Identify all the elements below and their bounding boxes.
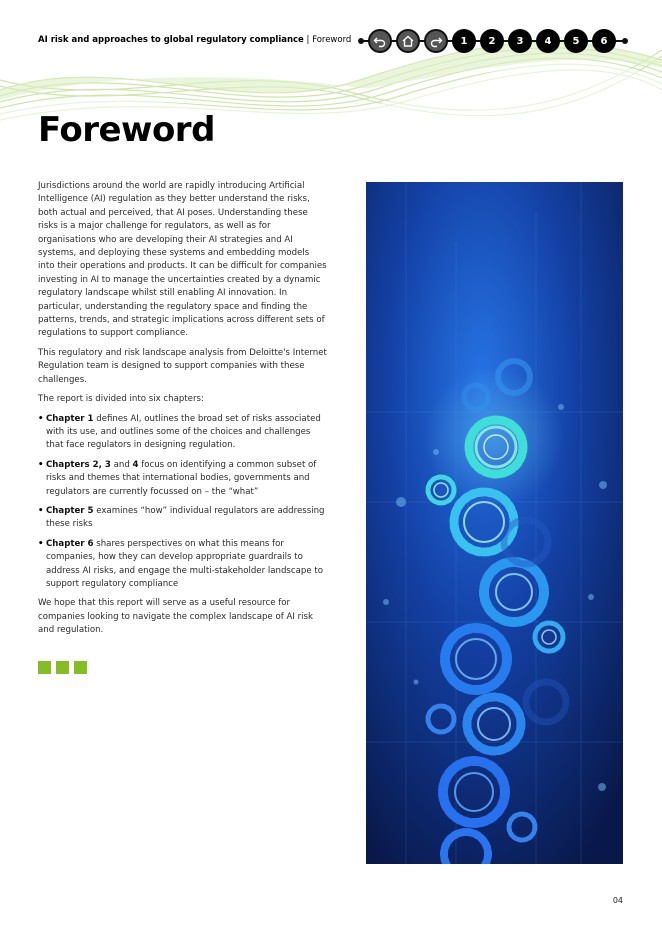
chapter-2-button[interactable]: 2 [480, 29, 504, 53]
back-icon [373, 34, 387, 48]
header-separator: | [306, 35, 310, 45]
chapter-label: Chapter 5 [46, 505, 94, 516]
gears-circuit-image [366, 182, 623, 864]
chapter-description: focus on identifying a common subset of risks and themes that international bodies, governments and regulators are currently focussed on – the “what” [46, 459, 317, 497]
list-item [38, 538, 328, 592]
body-text [38, 180, 328, 644]
chapters-intro: The report is divided into six chapters: [38, 394, 204, 405]
chapter-description: examines “how” individual regulators are addressing these risks [46, 505, 325, 530]
chapter-3-button[interactable]: 3 [508, 29, 532, 53]
chapter-label: 4 [132, 459, 139, 470]
deloitte-paragraph: This regulatory and risk landscape analysis from Deloitte's Internet Regulation team is designed to support companies with these challenges. [38, 347, 327, 385]
chapter-description: shares perspectives on what this means for companies, how they can develop appropriate guardrails to address AI risks, and engage the multi-stakeholder landscape to support regulatory compliance [46, 538, 323, 589]
chapter-navigation [358, 28, 628, 54]
closing-paragraph: We hope that this report will serve as a useful resource for companies looking to navigate the complex landscape of AI risk and regulation. [38, 598, 313, 636]
forward-icon [429, 34, 443, 48]
running-header [38, 35, 351, 45]
page-title: Foreword [38, 110, 215, 150]
chapter-list [38, 413, 328, 592]
accent-square [56, 661, 69, 674]
home-icon [401, 34, 415, 48]
nav-end-dot [622, 38, 628, 44]
chapter-description: defines AI, outlines the broad set of risks associated with its use, and outlines some of the choices and challenges that face regulators in designing regulation. [46, 413, 321, 451]
chapter-5-button[interactable]: 5 [564, 29, 588, 53]
accent-square [74, 661, 87, 674]
hero-image [366, 182, 623, 864]
chapter-label: Chapter 1 [46, 413, 94, 424]
header-section: Foreword [312, 35, 352, 45]
chapter-label: Chapters 2, 3 [46, 459, 111, 470]
home-button[interactable] [396, 29, 420, 53]
chapter-6-button[interactable]: 6 [592, 29, 616, 53]
accent-square [38, 661, 51, 674]
list-item [38, 505, 328, 532]
nav-start-dot [358, 38, 364, 44]
accent-squares [38, 661, 87, 674]
intro-paragraph: Jurisdictions around the world are rapidly introducing Artificial Intelligence (AI) regulation as they better understand the risks, both actual and perceived, that AI poses. Understanding these risks is a major challenge for regulators, as well as for organisations who are developing their AI strategies and AI systems, and deploying these systems and embedding models into their operations and products. It can be difficult for companies investing in AI to manage the uncertainties created by a dynamic regulatory landscape whilst still enabling AI innovation. In particular, understanding the regulatory space and finding the patterns, trends, and strategic implications across different sets of regulations to support compliance. [38, 181, 327, 339]
page-number: 04 [612, 896, 623, 905]
chapter-4-button[interactable]: 4 [536, 29, 560, 53]
back-button[interactable] [368, 29, 392, 53]
list-item [38, 459, 328, 499]
chapter-connector: and [110, 459, 133, 470]
forward-button[interactable] [424, 29, 448, 53]
chapter-label: Chapter 6 [46, 538, 94, 549]
document-title: AI risk and approaches to global regulatory compliance [38, 35, 304, 45]
chapter-1-button[interactable]: 1 [452, 29, 476, 53]
list-item [38, 413, 328, 453]
